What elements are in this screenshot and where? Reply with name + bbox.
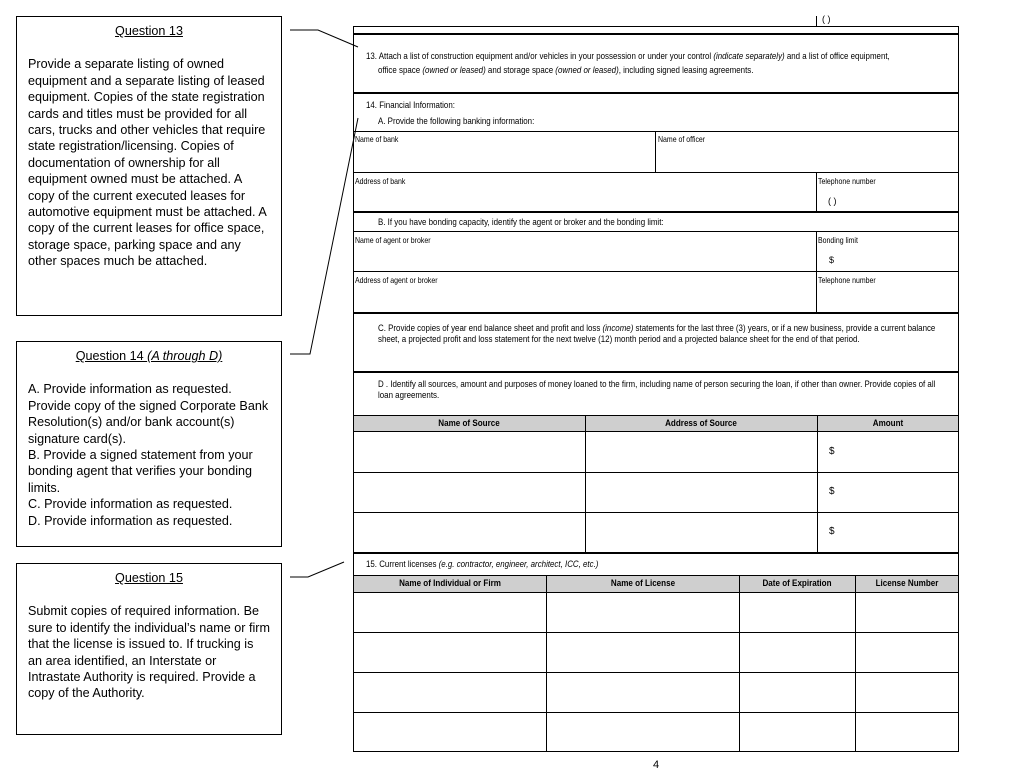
- q13-text-line1: [366, 51, 890, 62]
- q13-text-b: and a list of office equipment,: [784, 51, 890, 61]
- callout-question-13: [16, 16, 282, 316]
- q14c-text: [378, 323, 941, 345]
- top-phone-paren: ( ): [822, 14, 831, 24]
- callout-line-d: D. Provide information as requested.: [28, 513, 233, 528]
- q15-text: [366, 559, 598, 570]
- q15-text-italic: (e.g. contractor, engineer, architect, ICC, etc.): [438, 559, 599, 569]
- q15-text-a: 15. Current licenses: [366, 559, 439, 569]
- q13-text-line2: [378, 65, 753, 76]
- callout-body: Submit copies of required information. Be sure to identify the individual’s name or firm that the license is issued to. If trucking is an area identified, an Interstate or Intrastate Authority is required. Provide a copy of the Authority.: [28, 604, 270, 701]
- callout-question-14: [16, 341, 282, 547]
- leader-line-q14: [290, 118, 358, 354]
- callout-line-a: A. Provide information as requested. Provide copy of the signed Corporate Bank Resolution(s) and/or bank account(s) signature card(s).: [28, 382, 269, 446]
- page-number: 4: [653, 759, 660, 771]
- loan-amount-dollar: $: [829, 526, 835, 537]
- col-date-of-expiration: Date of Expiration: [762, 578, 832, 589]
- loan-amount-dollar: $: [829, 486, 835, 497]
- q13-text-a: 13. Attach a list of construction equipment and/or vehicles in your possession or under your control: [366, 51, 714, 61]
- q13-text-italic2: (owned or leased): [422, 65, 486, 75]
- label-name-of-bank: Name of bank: [355, 134, 399, 144]
- q14c-text-a: C. Provide copies of year end balance sheet and profit and loss: [378, 323, 603, 333]
- col-amount: Amount: [872, 418, 904, 429]
- callout-title: [28, 348, 270, 364]
- callout-title: Question 15: [115, 571, 183, 585]
- q14d-text: D . Identify all sources, amount and purposes of money loaned to the firm, including name of person securing the loan, if other than owner. Provide copies of all loan agreements.: [378, 379, 936, 400]
- q13-text-c: office space: [378, 65, 423, 75]
- label-telephone-number-2: Telephone number: [818, 275, 876, 285]
- callout-body: Provide a separate listing of owned equipment and a separate listing of leased equipment. Copies of the state registration cards and titles must be provided for all cars, trucks and other vehicles that require state registration/licensing. Copies of documentation of ownership for all equipment owned must be attached. A copy of the current executed leases for automotive equipment must be attached. A copy of the current leases for office space, storage space, parking space and any other spaces much be attached.: [28, 57, 267, 269]
- q13-text-e: , including signed leasing agreements.: [618, 65, 754, 75]
- q14c-text-italic: (income): [602, 323, 634, 333]
- q13-text-d: and storage space: [485, 65, 556, 75]
- label-address-of-bank: Address of bank: [355, 176, 406, 186]
- col-address-of-source: Address of Source: [665, 418, 737, 429]
- q14b-text: B. If you have bonding capacity, identify the agent or broker and the bonding limit:: [378, 217, 664, 227]
- q13-text-italic: (indicate separately): [713, 51, 785, 61]
- callout-line-c: C. Provide information as requested.: [28, 497, 233, 512]
- callout-title-text: Question 14: [75, 349, 148, 363]
- label-telephone-number: Telephone number: [818, 176, 876, 186]
- label-name-of-officer: Name of officer: [658, 134, 706, 144]
- callout-question-15: [16, 563, 282, 735]
- label-address-of-agent: Address of agent or broker: [355, 275, 438, 285]
- col-name-of-source: Name of Source: [438, 418, 500, 429]
- q14a-text: A. Provide the following banking information:: [378, 116, 535, 126]
- col-name-of-individual-or-firm: Name of Individual or Firm: [399, 578, 501, 589]
- col-name-of-license: Name of License: [610, 578, 676, 589]
- label-name-of-agent: Name of agent or broker: [355, 235, 431, 245]
- leader-line-q13: [290, 30, 358, 47]
- bonding-limit-dollar: $: [829, 255, 835, 265]
- loan-table-header: [353, 415, 959, 432]
- loan-amount-dollar: $: [829, 446, 835, 457]
- q14-title: 14. Financial Information:: [366, 100, 455, 110]
- callout-line-b: B. Provide a signed statement from your bonding agent that verifies your bonding limits.: [28, 448, 253, 495]
- license-table-header: [353, 575, 959, 593]
- leader-line-q15: [290, 562, 344, 577]
- callout-title-italic: (A through D): [147, 349, 223, 363]
- col-license-number: License Number: [875, 578, 939, 589]
- callout-title: Question 13: [115, 24, 183, 38]
- telephone-paren: ( ): [828, 196, 837, 206]
- label-bonding-limit: Bonding limit: [818, 235, 858, 245]
- q13-text-italic3: (owned or leased): [555, 65, 619, 75]
- q14c-text-b: statements for the last three (3) years, or if a new business, provide a current balance sheet, a projected profit and loss statement for the next twelve (12) month period and a projected balance sheet for the end of that period.: [378, 323, 936, 344]
